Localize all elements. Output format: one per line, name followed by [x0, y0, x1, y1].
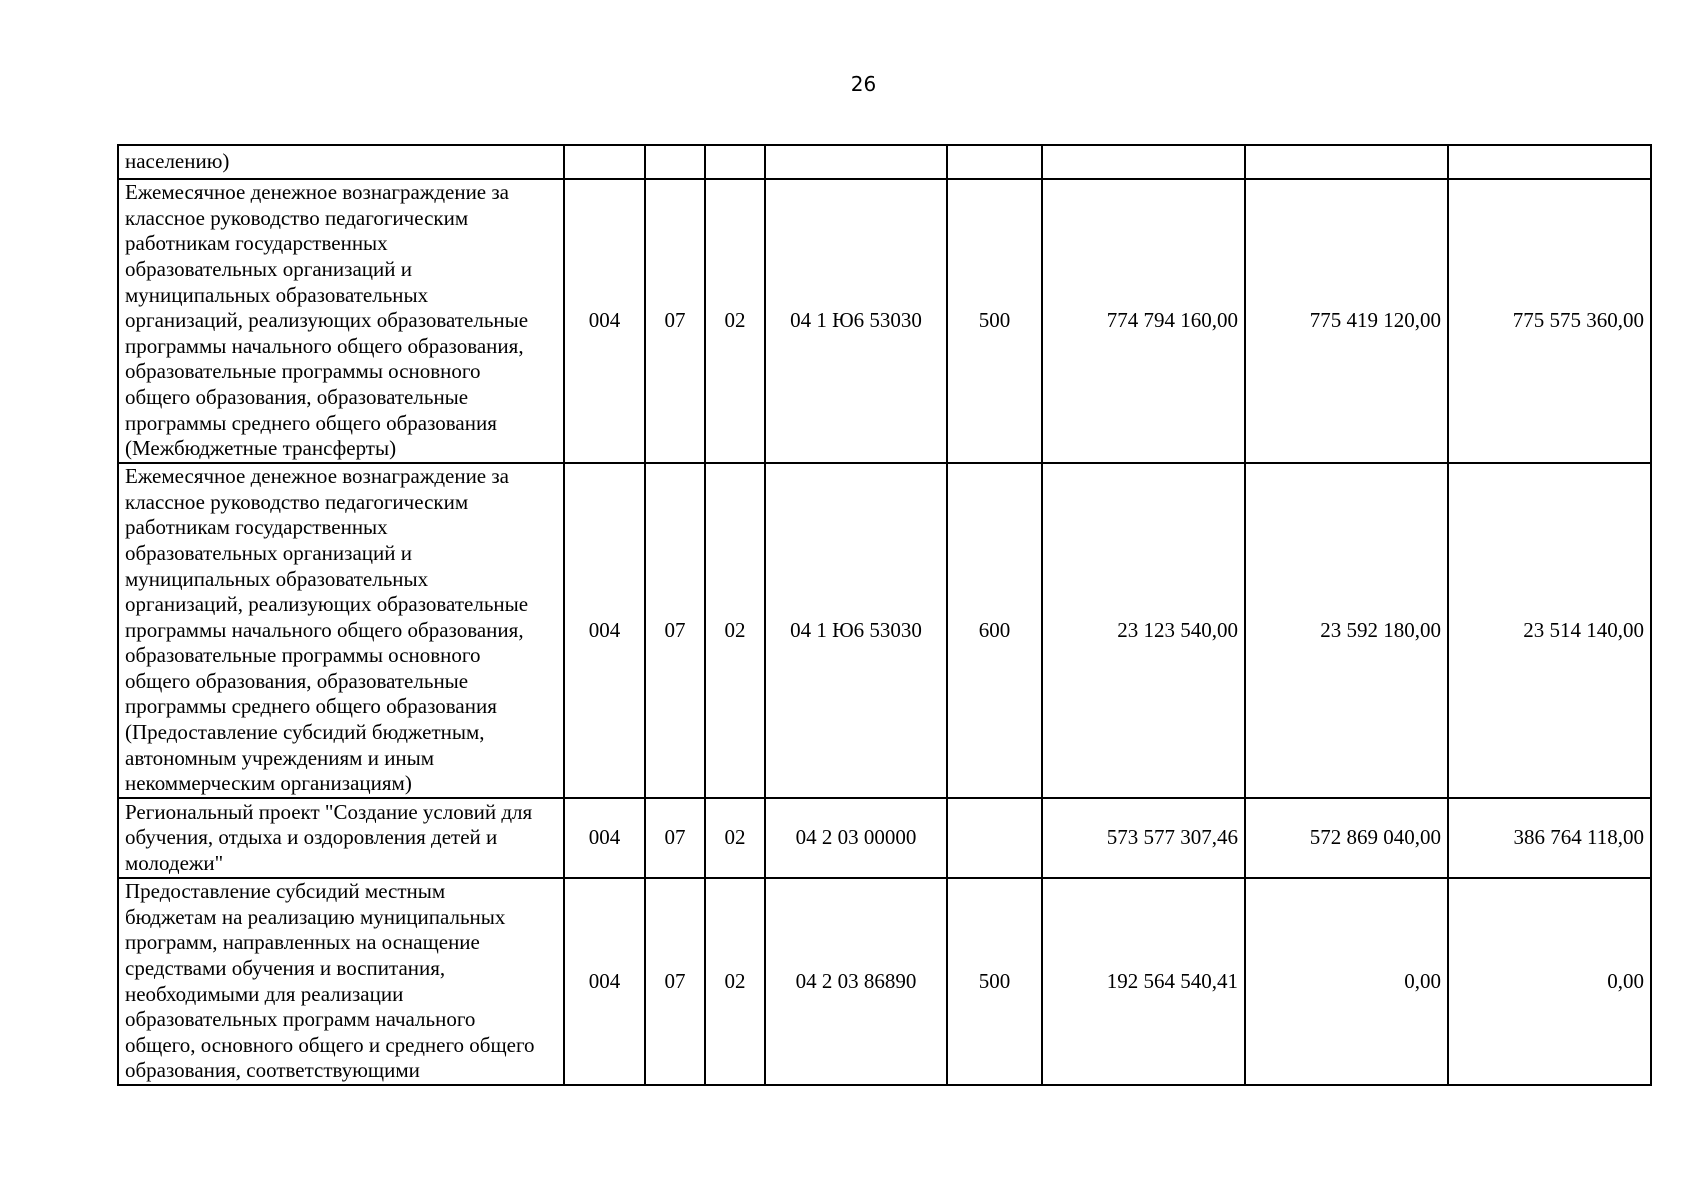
section-code-cell [645, 145, 705, 179]
ministry-code-cell: 004 [564, 878, 645, 1085]
table-row [118, 145, 1651, 179]
subsection-code-cell: 02 [705, 878, 765, 1085]
page-number: 26 [850, 72, 877, 96]
section-code-cell: 07 [645, 463, 705, 798]
amount-year1-cell [1042, 145, 1245, 179]
amount-year1-cell: 573 577 307,46 [1042, 798, 1245, 878]
subsection-code-cell: 02 [705, 463, 765, 798]
ministry-code-cell: 004 [564, 463, 645, 798]
section-code-cell: 07 [645, 878, 705, 1085]
amount-year1-cell: 192 564 540,41 [1042, 878, 1245, 1085]
expense-type-cell [947, 145, 1042, 179]
row-name-cell: Предоставление субсидий местным бюджетам на реализацию муниципальных программ, направленных на оснащение средствами обучения и воспитания, необходимыми для реализации образовательных программ начального общего, основного общего и среднего общего образования, соответствующими [118, 878, 564, 1085]
row-name-cell: населению) [118, 145, 564, 179]
table-row [118, 798, 1651, 878]
target-article-cell: 04 1 Ю6 53030 [765, 179, 947, 463]
amount-year3-cell: 0,00 [1448, 878, 1651, 1085]
ministry-code-cell: 004 [564, 798, 645, 878]
amount-year3-cell: 23 514 140,00 [1448, 463, 1651, 798]
amount-year1-cell: 774 794 160,00 [1042, 179, 1245, 463]
table-row [118, 878, 1651, 1085]
expense-type-cell: 600 [947, 463, 1042, 798]
expense-type-cell [947, 798, 1042, 878]
table-row [118, 179, 1651, 463]
target-article-cell: 04 2 03 86890 [765, 878, 947, 1085]
expense-type-cell: 500 [947, 179, 1042, 463]
row-name-cell: Ежемесячное денежное вознаграждение за классное руководство педагогическим работникам государственных образовательных организаций и муниципальных образовательных организаций, реализующих образовательные программы начального общего образования, образовательные программы основного общего образования, образовательные программы среднего общего образования (Межбюджетные трансферты) [118, 179, 564, 463]
target-article-cell: 04 2 03 00000 [765, 798, 947, 878]
target-article-cell [765, 145, 947, 179]
section-code-cell: 07 [645, 798, 705, 878]
amount-year3-cell: 775 575 360,00 [1448, 179, 1651, 463]
amount-year2-cell: 775 419 120,00 [1245, 179, 1448, 463]
row-name-cell: Региональный проект "Создание условий для обучения, отдыха и оздоровления детей и молодежи" [118, 798, 564, 878]
budget-table [117, 144, 1652, 1086]
row-name-cell: Ежемесячное денежное вознаграждение за классное руководство педагогическим работникам государственных образовательных организаций и муниципальных образовательных организаций, реализующих образовательные программы начального общего образования, образовательные программы основного общего образования, образовательные программы среднего общего образования (Предоставление субсидий бюджетным, автономным учреждениям и иным некоммерческим организациям) [118, 463, 564, 798]
amount-year3-cell [1448, 145, 1651, 179]
amount-year2-cell [1245, 145, 1448, 179]
amount-year2-cell: 572 869 040,00 [1245, 798, 1448, 878]
section-code-cell: 07 [645, 179, 705, 463]
subsection-code-cell: 02 [705, 798, 765, 878]
ministry-code-cell: 004 [564, 179, 645, 463]
amount-year3-cell: 386 764 118,00 [1448, 798, 1651, 878]
expense-type-cell: 500 [947, 878, 1042, 1085]
amount-year1-cell: 23 123 540,00 [1042, 463, 1245, 798]
table-row [118, 463, 1651, 798]
subsection-code-cell [705, 145, 765, 179]
amount-year2-cell: 23 592 180,00 [1245, 463, 1448, 798]
amount-year2-cell: 0,00 [1245, 878, 1448, 1085]
subsection-code-cell: 02 [705, 179, 765, 463]
target-article-cell: 04 1 Ю6 53030 [765, 463, 947, 798]
ministry-code-cell [564, 145, 645, 179]
